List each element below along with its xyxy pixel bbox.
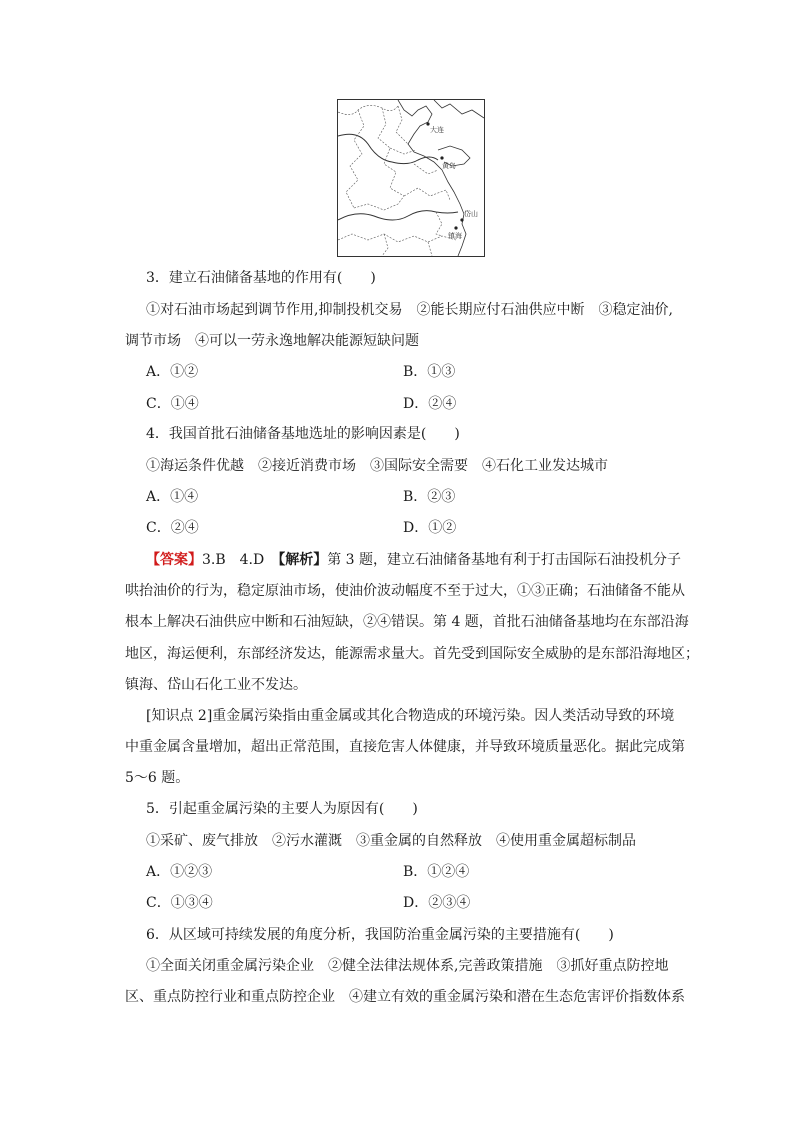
answer-tag: 【答案】: [146, 552, 202, 568]
answer-values: 3.B 4.D: [202, 552, 279, 568]
answer-line1-rest: 第 3 题，建立石油储备基地有利于打击国际石油投机分子: [327, 552, 682, 568]
q4-choice-d: D．①②: [403, 520, 457, 536]
q4-choice-b: B．②③: [403, 489, 456, 505]
map-label-zhenhai: 镇海: [448, 232, 462, 240]
yellow-river: [338, 134, 438, 163]
q4-stem: 4．我国首批石油储备基地选址的影响因素是( ): [146, 426, 460, 442]
q3-options-line2: 调节市场 ④可以一劳永逸地解决能源短缺问题: [125, 333, 419, 349]
q3-options-line1: ①对石油市场起到调节作用,抑制投机交易 ②能长期应付石油供应中断 ③稳定油价,: [146, 302, 673, 318]
map-figure: [337, 99, 485, 257]
daishan-marker: [460, 218, 463, 221]
jiexi-tag: 【解析】: [278, 552, 328, 568]
q6-stem: 6．从区域可持续发展的角度分析，我国防治重金属污染的主要措施有( ): [146, 927, 614, 943]
q3-choice-b: B．①③: [403, 364, 456, 380]
q6-options-line2: 区、重点防控行业和重点防控企业 ④建立有效的重金属污染和潜在生态危害评价指数体系: [125, 989, 685, 1005]
answer-line3: 根本上解决石油供应中断和石油短缺，②④错误。第 4 题，首批石油储备基地均在东部沿海: [125, 614, 689, 630]
q4-choice-a: A．①④: [146, 489, 199, 505]
q5-choice-b: B．①②④: [403, 864, 470, 880]
answer-line2: 哄抬油价的行为，稳定原油市场，使油价波动幅度不至于过大，①③正确；石油储备不能从: [125, 583, 685, 599]
map-label-huangdao: 黄岛: [442, 162, 456, 170]
q5-stem: 5．引起重金属污染的主要人为原因有( ): [146, 801, 418, 817]
q3-choice-d: D．②④: [403, 396, 457, 412]
huangdao-marker: [440, 156, 443, 159]
q5-options: ①采矿、废气排放 ②污水灌溉 ③重金属的自然释放 ④使用重金属超标制品: [146, 833, 636, 849]
q3-choice-a: A．①②: [146, 364, 199, 380]
knowledge2-line1: [知识点 2]重金属污染指由重金属或其化合物造成的环境污染。因人类活动导致的环境: [146, 708, 675, 724]
knowledge2-line2: 中重金属含量增加，超出正常范围，直接危害人体健康，并导致环境质量恶化。据此完成第: [125, 739, 685, 755]
q4-choice-c: C．②④: [146, 520, 199, 536]
q5-choice-a: A．①②③: [146, 864, 213, 880]
knowledge2-line3: 5～6 题。: [125, 770, 190, 786]
q5-choice-d: D．②③④: [403, 895, 471, 911]
map-svg: [338, 100, 484, 256]
zhenhai-marker: [454, 226, 457, 229]
answer-line1: [146, 550, 681, 570]
q6-options-line1: ①全面关闭重金属污染企业 ②健全法律法规体系,完善政策措施 ③抓好重点防控地: [146, 958, 669, 974]
q3-choice-c: C．①④: [146, 396, 199, 412]
q4-options: ①海运条件优越 ②接近消费市场 ③国际安全需要 ④石化工业发达城市: [146, 458, 608, 474]
map-label-daishan: 岱山: [464, 210, 478, 218]
answer-line5: 镇海、岱山石化工业不发达。: [125, 677, 307, 693]
q5-choice-c: C．①③④: [146, 895, 213, 911]
liaodong-coast: [434, 100, 484, 118]
q3-stem: 3．建立石油储备基地的作用有( ): [146, 270, 376, 286]
yangtze-river: [338, 211, 458, 220]
answer-line4: 地区，海运便利，东部经济发达，能源需求量大。首先受到国际安全威胁的是东部沿海地区；: [125, 646, 699, 662]
map-label-dalian: 大连: [430, 126, 444, 134]
